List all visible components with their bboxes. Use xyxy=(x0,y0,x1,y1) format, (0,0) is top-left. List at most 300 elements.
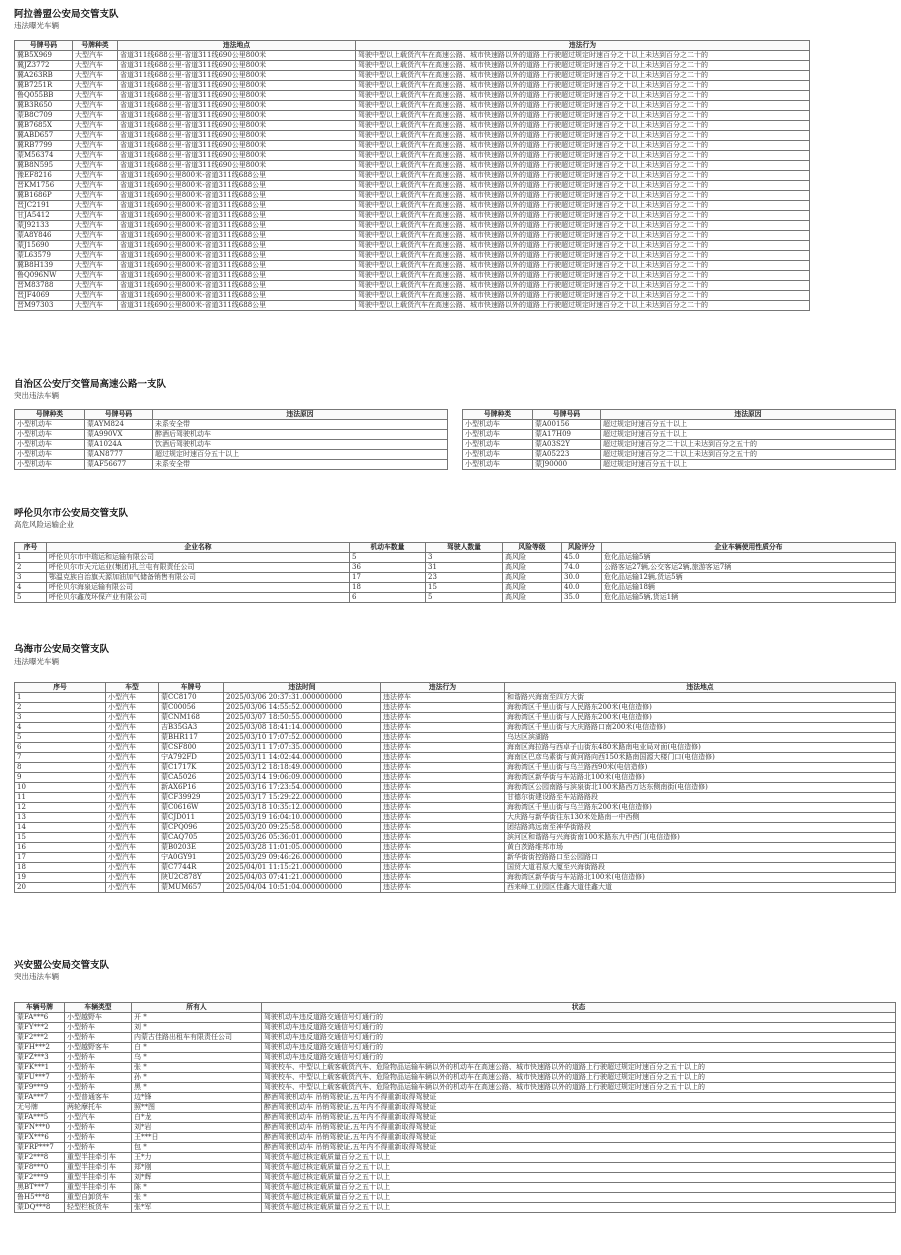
table-cell: 驾驶中型以上载货汽车在高速公路、城市快速路以外的道路上行驶超过规定时速百分之十以上未达到百分之二十的 xyxy=(356,301,810,311)
table-cell: 小型机动车 xyxy=(15,460,85,470)
table-row xyxy=(15,573,896,583)
table-cell: 蒙L63579 xyxy=(15,251,73,261)
table-cell: 宁A792FD xyxy=(159,753,224,763)
table-cell: 蒙B0203E xyxy=(159,843,224,853)
table-cell: 大型汽车 xyxy=(73,111,118,121)
table-cell: 违法停车 xyxy=(381,753,505,763)
table-cell: 省道311线688公里-省道311线690公里800米 xyxy=(118,81,356,91)
table-cell: 蒙CJD011 xyxy=(159,813,224,823)
column-header: 车辆类型 xyxy=(65,1003,132,1013)
table-cell: 小型汽车 xyxy=(106,693,159,703)
table-cell: 呼伦贝尔鑫茂环保产业有限公司 xyxy=(47,593,350,603)
table-row xyxy=(15,793,896,803)
table-cell: 大型汽车 xyxy=(73,61,118,71)
table-cell: 36 xyxy=(350,563,426,573)
table-cell: 小型轿车 xyxy=(65,1123,132,1133)
table-cell: 省道311线688公里-省道311线690公里800米 xyxy=(118,91,356,101)
table-cell: 省道311线688公里-省道311线690公里800米 xyxy=(118,131,356,141)
table-cell: 小型汽车 xyxy=(106,843,159,853)
table-cell: 7 xyxy=(15,753,106,763)
table-row xyxy=(15,703,896,713)
table-cell: 新华街街控路路口至公园路口 xyxy=(505,853,896,863)
table-cell: 超过规定时速百分五十以上 xyxy=(601,460,896,470)
table-cell: 2025/03/28 11:01:05.000000000 xyxy=(224,843,381,853)
table-cell: 3 xyxy=(15,713,106,723)
table-cell: 甘德尔街建设路至车站路路段 xyxy=(505,793,896,803)
table-row xyxy=(15,121,810,131)
table-cell: 驾驶中型以上载货汽车在高速公路、城市快速路以外的道路上行驶超过规定时速百分之十以上未达到百分之二十的 xyxy=(356,291,810,301)
table-cell: 小型汽车 xyxy=(106,703,159,713)
table-cell: 大型汽车 xyxy=(73,181,118,191)
table-row xyxy=(15,743,896,753)
table-cell: 小型轿车 xyxy=(65,1033,132,1043)
table-row xyxy=(15,181,810,191)
table-cell: 驾驶中型以上载货汽车在高速公路、城市快速路以外的道路上行驶超过规定时速百分之十以上未达到百分之二十的 xyxy=(356,101,810,111)
table-row xyxy=(15,773,896,783)
table-cell: 蒙C7744R xyxy=(159,863,224,873)
table-cell: 违法停车 xyxy=(381,713,505,723)
table-row xyxy=(15,1103,896,1113)
table-cell: 3 xyxy=(426,553,503,563)
table-cell: 大型汽车 xyxy=(73,71,118,81)
table-cell: 大型汽车 xyxy=(73,51,118,61)
table-cell: 蒙AYM824 xyxy=(85,420,153,430)
table-cell: 小型汽车 xyxy=(65,1113,132,1123)
table-cell: 省道311线688公里-省道311线690公里800米 xyxy=(118,121,356,131)
column-header: 车辆号牌 xyxy=(15,1003,65,1013)
table-cell: 冀B1686P xyxy=(15,191,73,201)
table-cell: 小型轿车 xyxy=(65,1073,132,1083)
column-header: 号牌种类 xyxy=(15,410,85,420)
table-cell: 小型汽车 xyxy=(106,863,159,873)
table-cell: 小型机动车 xyxy=(463,450,533,460)
table-row xyxy=(15,863,896,873)
table-cell: 蒙F2***9 xyxy=(15,1173,65,1183)
column-header: 风险等级 xyxy=(503,543,562,553)
table-cell: 18 xyxy=(350,583,426,593)
table-cell: 白 * xyxy=(132,1043,262,1053)
table-cell: 饮酒后驾驶机动车 xyxy=(153,440,448,450)
table-cell: 小型汽车 xyxy=(106,803,159,813)
table-cell: 蒙F9***9 xyxy=(15,1083,65,1093)
table-cell: 4 xyxy=(15,723,106,733)
table-cell: 小型轿车 xyxy=(65,1083,132,1093)
table-cell: 蒙AF56677 xyxy=(85,460,153,470)
table-cell: 蒙MUM657 xyxy=(159,883,224,893)
table-cell: 冀B8N595 xyxy=(15,161,73,171)
table-cell: 违法停车 xyxy=(381,883,505,893)
table-cell: 小型汽车 xyxy=(106,823,159,833)
table-cell: 8 xyxy=(15,763,106,773)
table-cell: 刘*岩 xyxy=(132,1123,262,1133)
table-cell: 省道311线688公里-省道311线690公里800米 xyxy=(118,161,356,171)
table-cell: 冀A263RB xyxy=(15,71,73,81)
table-cell: 驾驶校车、中型以上载客载货汽车、危险物品运输车辆以外的机动车在高速公路、城市快速路以外的道路上行驶超过规定时速百分之五十以上的 xyxy=(262,1083,896,1093)
column-header: 号牌种类 xyxy=(463,410,533,420)
table-cell: 海勃湾区千里山街与人民路东200米(电信造修) xyxy=(505,703,896,713)
table-cell: 驾驶中型以上载货汽车在高速公路、城市快速路以外的道路上行驶超过规定时速百分之十以上未达到百分之二十的 xyxy=(356,281,810,291)
table-cell: 驾驶中型以上载货汽车在高速公路、城市快速路以外的道路上行驶超过规定时速百分之十以上未达到百分之二十的 xyxy=(356,71,810,81)
table-cell: 1 xyxy=(15,553,47,563)
table-row xyxy=(15,1073,896,1083)
table-cell: 蒙CPQ096 xyxy=(159,823,224,833)
table-cell: 超过规定时速百分之二十以上未达到百分之五十的 xyxy=(601,450,896,460)
table-cell: 2025/03/20 09:25:58.000000000 xyxy=(224,823,381,833)
table-cell: 驾驶中型以上载货汽车在高速公路、城市快速路以外的道路上行驶超过规定时速百分之十以上未达到百分之二十的 xyxy=(356,141,810,151)
section-title: 呼伦贝尔市公安局交管支队 xyxy=(14,508,129,519)
table-cell: 高风险 xyxy=(503,573,562,583)
table-cell: 35.0 xyxy=(562,593,602,603)
table-cell: 省道311线690公里800米-省道311线688公里 xyxy=(118,281,356,291)
table-row xyxy=(15,1083,896,1093)
table-cell: 小型机动车 xyxy=(463,420,533,430)
table-row xyxy=(15,440,448,450)
table-cell: 蒙M56374 xyxy=(15,151,73,161)
table-cell: 小型机动车 xyxy=(15,440,85,450)
table-row xyxy=(15,883,896,893)
table-cell: 冀JZ3772 xyxy=(15,61,73,71)
table-cell: 海勃湾区千里山街与人民路东200米(电信造修) xyxy=(505,713,896,723)
table-cell: 危化品运输18辆 xyxy=(602,583,896,593)
table-cell: 违法停车 xyxy=(381,803,505,813)
table-cell: 公路客运27辆,公交客运2辆,旅游客运7辆 xyxy=(602,563,896,573)
table-row xyxy=(15,1033,896,1043)
table-cell: 孙 * xyxy=(132,1073,262,1083)
table-row xyxy=(15,261,810,271)
table-cell: 1 xyxy=(15,693,106,703)
column-header: 违法地点 xyxy=(505,683,896,693)
table-cell: 呼伦贝尔市中瑞运和运输有限公司 xyxy=(47,553,350,563)
table-cell: 大型汽车 xyxy=(73,101,118,111)
table-cell: 违法停车 xyxy=(381,703,505,713)
table-cell: 驾驶中型以上载货汽车在高速公路、城市快速路以外的道路上行驶超过规定时速百分之十以上未达到百分之二十的 xyxy=(356,251,810,261)
table-cell: 蒙A03S2Y xyxy=(533,440,601,450)
table-cell: 蒙FA***7 xyxy=(15,1093,65,1103)
table-row xyxy=(15,873,896,883)
table-cell: 2025/03/18 10:35:12.000000000 xyxy=(224,803,381,813)
table-cell: 海南区巴彦乌素街与黄河路向西150米路南国源大楼门口(电信造修) xyxy=(505,753,896,763)
table-cell: 蒙A8Y846 xyxy=(15,231,73,241)
table-cell: 17 xyxy=(350,573,426,583)
table-cell: 违法停车 xyxy=(381,863,505,873)
table-row xyxy=(15,1013,896,1023)
table-cell: 小型机动车 xyxy=(463,460,533,470)
table-cell: 刘 * xyxy=(132,1023,262,1033)
table-cell: 省道311线690公里800米-省道311线688公里 xyxy=(118,201,356,211)
table-cell: 蒙FY***2 xyxy=(15,1023,65,1033)
table-cell: 13 xyxy=(15,813,106,823)
table-cell: 违法停车 xyxy=(381,693,505,703)
table-row xyxy=(15,430,448,440)
table-cell: 国贸大道君原大厦至兴海街路段 xyxy=(505,863,896,873)
table-cell: 2025/03/06 20:37:31.000000000 xyxy=(224,693,381,703)
column-header: 违法原因 xyxy=(153,410,448,420)
table-cell: 违法停车 xyxy=(381,723,505,733)
table-cell: 小型机动车 xyxy=(15,430,85,440)
table-row xyxy=(15,51,810,61)
violation-table-left xyxy=(14,409,448,470)
column-header: 车型 xyxy=(106,683,159,693)
table-cell: 小型汽车 xyxy=(106,763,159,773)
table-cell: 蒙FK***1 xyxy=(15,1063,65,1073)
table-cell: 小型轿车 xyxy=(65,1063,132,1073)
table-cell: 蒙C0616W xyxy=(159,803,224,813)
table-cell: 团结路鸿远南至神华街路段 xyxy=(505,823,896,833)
table-cell: 18 xyxy=(15,863,106,873)
section-subtitle: 高危风险运输企业 xyxy=(14,520,74,529)
table-row xyxy=(463,420,896,430)
table-cell: 大型汽车 xyxy=(73,141,118,151)
column-header: 序号 xyxy=(15,683,106,693)
table-row xyxy=(463,430,896,440)
table-cell: 2025/04/01 11:15:21.000000000 xyxy=(224,863,381,873)
table-cell: 白*龙 xyxy=(132,1113,262,1123)
column-header: 违法行为 xyxy=(381,683,505,693)
table-cell: 小型轿车 xyxy=(65,1133,132,1143)
table-cell: 大型汽车 xyxy=(73,251,118,261)
table-row xyxy=(15,201,810,211)
table-cell: 小型汽车 xyxy=(106,713,159,723)
table-cell: 蒙FX***6 xyxy=(15,1133,65,1143)
table-cell: 蒙BHR117 xyxy=(159,733,224,743)
table-cell: 两轮摩托车 xyxy=(65,1103,132,1113)
table-cell: 轻型栏板货车 xyxy=(65,1203,132,1213)
table-cell: 大型汽车 xyxy=(73,261,118,271)
table-row xyxy=(15,251,810,261)
table-cell: 省道311线688公里-省道311线690公里800米 xyxy=(118,51,356,61)
table-cell: 包 * xyxy=(132,1143,262,1153)
table-cell: 豫EF8216 xyxy=(15,171,73,181)
column-header: 风险评分 xyxy=(562,543,602,553)
table-cell: 西来峰工业园区佳鑫大道佳鑫大道 xyxy=(505,883,896,893)
table-cell: 违法停车 xyxy=(381,833,505,843)
table-row xyxy=(15,853,896,863)
table-cell: 省道311线690公里800米-省道311线688公里 xyxy=(118,271,356,281)
table-cell: 超过规定时速百分五十以上 xyxy=(601,430,896,440)
table-cell: 海勃湾区千里山街与乌兰路东200米(电信造修) xyxy=(505,803,896,813)
table-cell: 省道311线690公里800米-省道311线688公里 xyxy=(118,211,356,221)
table-cell: 2 xyxy=(15,703,106,713)
table-row xyxy=(15,271,810,281)
section-title: 阿拉善盟公安局交管支队 xyxy=(14,9,119,20)
table-cell: 省道311线690公里800米-省道311线688公里 xyxy=(118,181,356,191)
table-cell: 大型汽车 xyxy=(73,201,118,211)
table-cell: 2025/03/14 19:06:09.000000000 xyxy=(224,773,381,783)
table-cell: 驾驶中型以上载货汽车在高速公路、城市快速路以外的道路上行驶超过规定时速百分之十以上未达到百分之二十的 xyxy=(356,111,810,121)
table-row xyxy=(15,713,896,723)
table-row xyxy=(15,803,896,813)
table-cell: 5 xyxy=(426,593,503,603)
table-cell: 省道311线688公里-省道311线690公里800米 xyxy=(118,151,356,161)
table-cell: 蒙FA***6 xyxy=(15,1013,65,1023)
table-cell: 省道311线690公里800米-省道311线688公里 xyxy=(118,171,356,181)
table-cell: 甘JA5412 xyxy=(15,211,73,221)
table-cell: 蒙CAQ705 xyxy=(159,833,224,843)
table-cell: 大型汽车 xyxy=(73,271,118,281)
column-header: 车牌号 xyxy=(159,683,224,693)
table-cell: 冀RB7799 xyxy=(15,141,73,151)
table-cell: 驾驶机动车违反道路交通信号灯通行的 xyxy=(262,1053,896,1063)
table-cell: 大型汽车 xyxy=(73,211,118,221)
table-cell: 王*力 xyxy=(132,1153,262,1163)
table-cell: 驾驶中型以上载货汽车在高速公路、城市快速路以外的道路上行驶超过规定时速百分之十以上未达到百分之二十的 xyxy=(356,261,810,271)
violation-table xyxy=(14,40,810,311)
table-cell: 晋M97303 xyxy=(15,301,73,311)
table-cell: 省道311线690公里800米-省道311线688公里 xyxy=(118,291,356,301)
table-cell: 蒙C00056 xyxy=(159,703,224,713)
table-row xyxy=(15,231,810,241)
table-cell: 2025/03/12 18:18:49.000000000 xyxy=(224,763,381,773)
table-cell: 高风险 xyxy=(503,563,562,573)
table-row xyxy=(15,151,810,161)
table-cell: 海勃湾区公园南路与滨泉街北100米路西万达东侧南街(电信造修) xyxy=(505,783,896,793)
table-row xyxy=(15,733,896,743)
table-cell: 小型汽车 xyxy=(106,833,159,843)
section-subtitle: 突出违法车辆 xyxy=(14,391,59,400)
table-row xyxy=(15,1123,896,1133)
table-row xyxy=(15,1093,896,1103)
table-cell: 省道311线690公里800米-省道311线688公里 xyxy=(118,231,356,241)
table-row xyxy=(15,211,810,221)
table-cell: 冀B5X969 xyxy=(15,51,73,61)
table-cell: 驾驶货车超过核定载质量百分之五十以上 xyxy=(262,1153,896,1163)
table-row xyxy=(15,450,448,460)
table-row xyxy=(15,1153,896,1163)
table-cell: 醉酒后驾驶机动车 xyxy=(153,430,448,440)
table-row xyxy=(15,241,810,251)
section-title: 兴安盟公安局交管支队 xyxy=(14,960,110,971)
table-row xyxy=(15,281,810,291)
table-cell: 冀B7685X xyxy=(15,121,73,131)
table-cell: 呼伦贝尔海泉运输有限公司 xyxy=(47,583,350,593)
table-row xyxy=(15,171,810,181)
table-cell: 驾驶校车、中型以上载客载货汽车、危险物品运输车辆以外的机动车在高速公路、城市快速路以外的道路上行驶超过规定时速百分之五十以上的 xyxy=(262,1063,896,1073)
column-header: 违法地点 xyxy=(118,41,356,51)
table-cell: 鲁H5***8 xyxy=(15,1193,65,1203)
table-cell: 违法停车 xyxy=(381,823,505,833)
table-cell: 驾驶中型以上载货汽车在高速公路、城市快速路以外的道路上行驶超过规定时速百分之十以上未达到百分之二十的 xyxy=(356,131,810,141)
column-header: 企业车辆使用性质分布 xyxy=(602,543,896,553)
table-cell: 冀ABD657 xyxy=(15,131,73,141)
table-cell: 2025/03/17 15:29:22.000000000 xyxy=(224,793,381,803)
table-cell: 开 * xyxy=(132,1013,262,1023)
table-cell: 晋JC2191 xyxy=(15,201,73,211)
table-cell: 驾驶货车超过核定载质量百分之五十以上 xyxy=(262,1163,896,1173)
table-cell: 大型汽车 xyxy=(73,121,118,131)
table-cell: 驾驶中型以上载货汽车在高速公路、城市快速路以外的道路上行驶超过规定时速百分之十以上未达到百分之二十的 xyxy=(356,221,810,231)
table-row xyxy=(463,450,896,460)
table-cell: 晋JF4069 xyxy=(15,291,73,301)
table-cell: 驾驶中型以上载货汽车在高速公路、城市快速路以外的道路上行驶超过规定时速百分之十以上未达到百分之二十的 xyxy=(356,161,810,171)
table-cell: 2025/03/10 17:07:52.000000000 xyxy=(224,733,381,743)
table-cell: 驾驶中型以上载货汽车在高速公路、城市快速路以外的道路上行驶超过规定时速百分之十以上未达到百分之二十的 xyxy=(356,271,810,281)
table-cell: 未系安全带 xyxy=(153,460,448,470)
table-cell: 14 xyxy=(15,823,106,833)
table-cell: 醉酒驾驶机动车 吊销驾驶证,五年内不得重新取得驾驶证 xyxy=(262,1133,896,1143)
table-row xyxy=(15,161,810,171)
table-cell: 鲁Q096NW xyxy=(15,271,73,281)
table-row xyxy=(15,141,810,151)
table-row xyxy=(15,191,810,201)
table-cell: 蒙F2***8 xyxy=(15,1153,65,1163)
table-row xyxy=(15,131,810,141)
violation-table xyxy=(14,1002,896,1213)
table-cell: 大型汽车 xyxy=(73,291,118,301)
table-row xyxy=(15,1183,896,1193)
table-cell: 省道311线690公里800米-省道311线688公里 xyxy=(118,221,356,231)
table-cell: 蒙FN***0 xyxy=(15,1123,65,1133)
table-cell: 小型越野车 xyxy=(65,1013,132,1023)
table-cell: 鲁Q055BB xyxy=(15,91,73,101)
table-cell: 蒙A990VX xyxy=(85,430,153,440)
table-cell: 19 xyxy=(15,873,106,883)
table-cell: 蒙FU***7 xyxy=(15,1073,65,1083)
table-cell: 和谐路兴海南至四方大街 xyxy=(505,693,896,703)
table-row xyxy=(15,1203,896,1213)
table-cell: 驾驶中型以上载货汽车在高速公路、城市快速路以外的道路上行驶超过规定时速百分之十以上未达到百分之二十的 xyxy=(356,181,810,191)
table-cell: 晋M83788 xyxy=(15,281,73,291)
table-cell: 大型汽车 xyxy=(73,161,118,171)
table-cell: 蒙FRP***7 xyxy=(15,1143,65,1153)
table-cell: 2025/04/04 10:51:04.000000000 xyxy=(224,883,381,893)
table-cell: 小型汽车 xyxy=(106,723,159,733)
table-cell: 31 xyxy=(426,563,503,573)
section-subtitle: 违法曝光车辆 xyxy=(14,21,59,30)
table-cell: 45.0 xyxy=(562,553,602,563)
table-cell: 小型汽车 xyxy=(106,743,159,753)
table-row xyxy=(15,593,896,603)
table-cell: 驾驶校车、中型以上载客载货汽车、危险物品运输车辆以外的机动车在高速公路、城市快速路以外的道路上行驶超过规定时速百分之五十以上的 xyxy=(262,1073,896,1083)
table-cell: 违法停车 xyxy=(381,813,505,823)
table-cell: 高风险 xyxy=(503,583,562,593)
table-cell: 超过规定时速百分之二十以上未达到百分之五十的 xyxy=(601,440,896,450)
table-cell: 重型半挂牵引车 xyxy=(65,1153,132,1163)
table-cell: 2025/03/06 14:55:52.000000000 xyxy=(224,703,381,713)
table-cell: 重型半挂牵引车 xyxy=(65,1183,132,1193)
table-cell: 大型汽车 xyxy=(73,301,118,311)
table-row xyxy=(15,1133,896,1143)
table-cell: 海南区海拉路与西卓子山街东480米路南电业局对面(电信造修) xyxy=(505,743,896,753)
table-cell: 17 xyxy=(15,853,106,863)
table-cell: 大型汽车 xyxy=(73,81,118,91)
table-cell: 驾驶中型以上载货汽车在高速公路、城市快速路以外的道路上行驶超过规定时速百分之十以上未达到百分之二十的 xyxy=(356,51,810,61)
enterprise-table xyxy=(14,542,896,603)
table-cell: 重型半挂牵引车 xyxy=(65,1163,132,1173)
table-cell: 海勃湾区新华街与车站路北100米(电信造修) xyxy=(505,773,896,783)
table-cell: 张 * xyxy=(132,1063,262,1073)
section-title: 乌海市公安局交管支队 xyxy=(14,644,110,655)
table-cell: 蒙FZ***3 xyxy=(15,1053,65,1063)
table-row xyxy=(15,71,810,81)
table-cell: 5 xyxy=(15,733,106,743)
table-cell: 郑*刚 xyxy=(132,1163,262,1173)
column-header: 违法行为 xyxy=(356,41,810,51)
table-row xyxy=(15,1053,896,1063)
table-cell: 小型汽车 xyxy=(106,783,159,793)
table-cell: 违法停车 xyxy=(381,783,505,793)
table-cell: 黑 * xyxy=(132,1083,262,1093)
table-row xyxy=(15,101,810,111)
table-row xyxy=(15,291,810,301)
table-cell: 2025/03/07 18:50:55.000000000 xyxy=(224,713,381,723)
table-cell: 呼伦贝尔市天元运业(集团)扎兰屯有限责任公司 xyxy=(47,563,350,573)
table-row xyxy=(15,813,896,823)
table-cell: 蒙B8C709 xyxy=(15,111,73,121)
table-cell: 3 xyxy=(15,573,47,583)
table-cell: 74.0 xyxy=(562,563,602,573)
table-cell: 违法停车 xyxy=(381,733,505,743)
table-cell: 驾驶中型以上载货汽车在高速公路、城市快速路以外的道路上行驶超过规定时速百分之十以上未达到百分之二十的 xyxy=(356,121,810,131)
